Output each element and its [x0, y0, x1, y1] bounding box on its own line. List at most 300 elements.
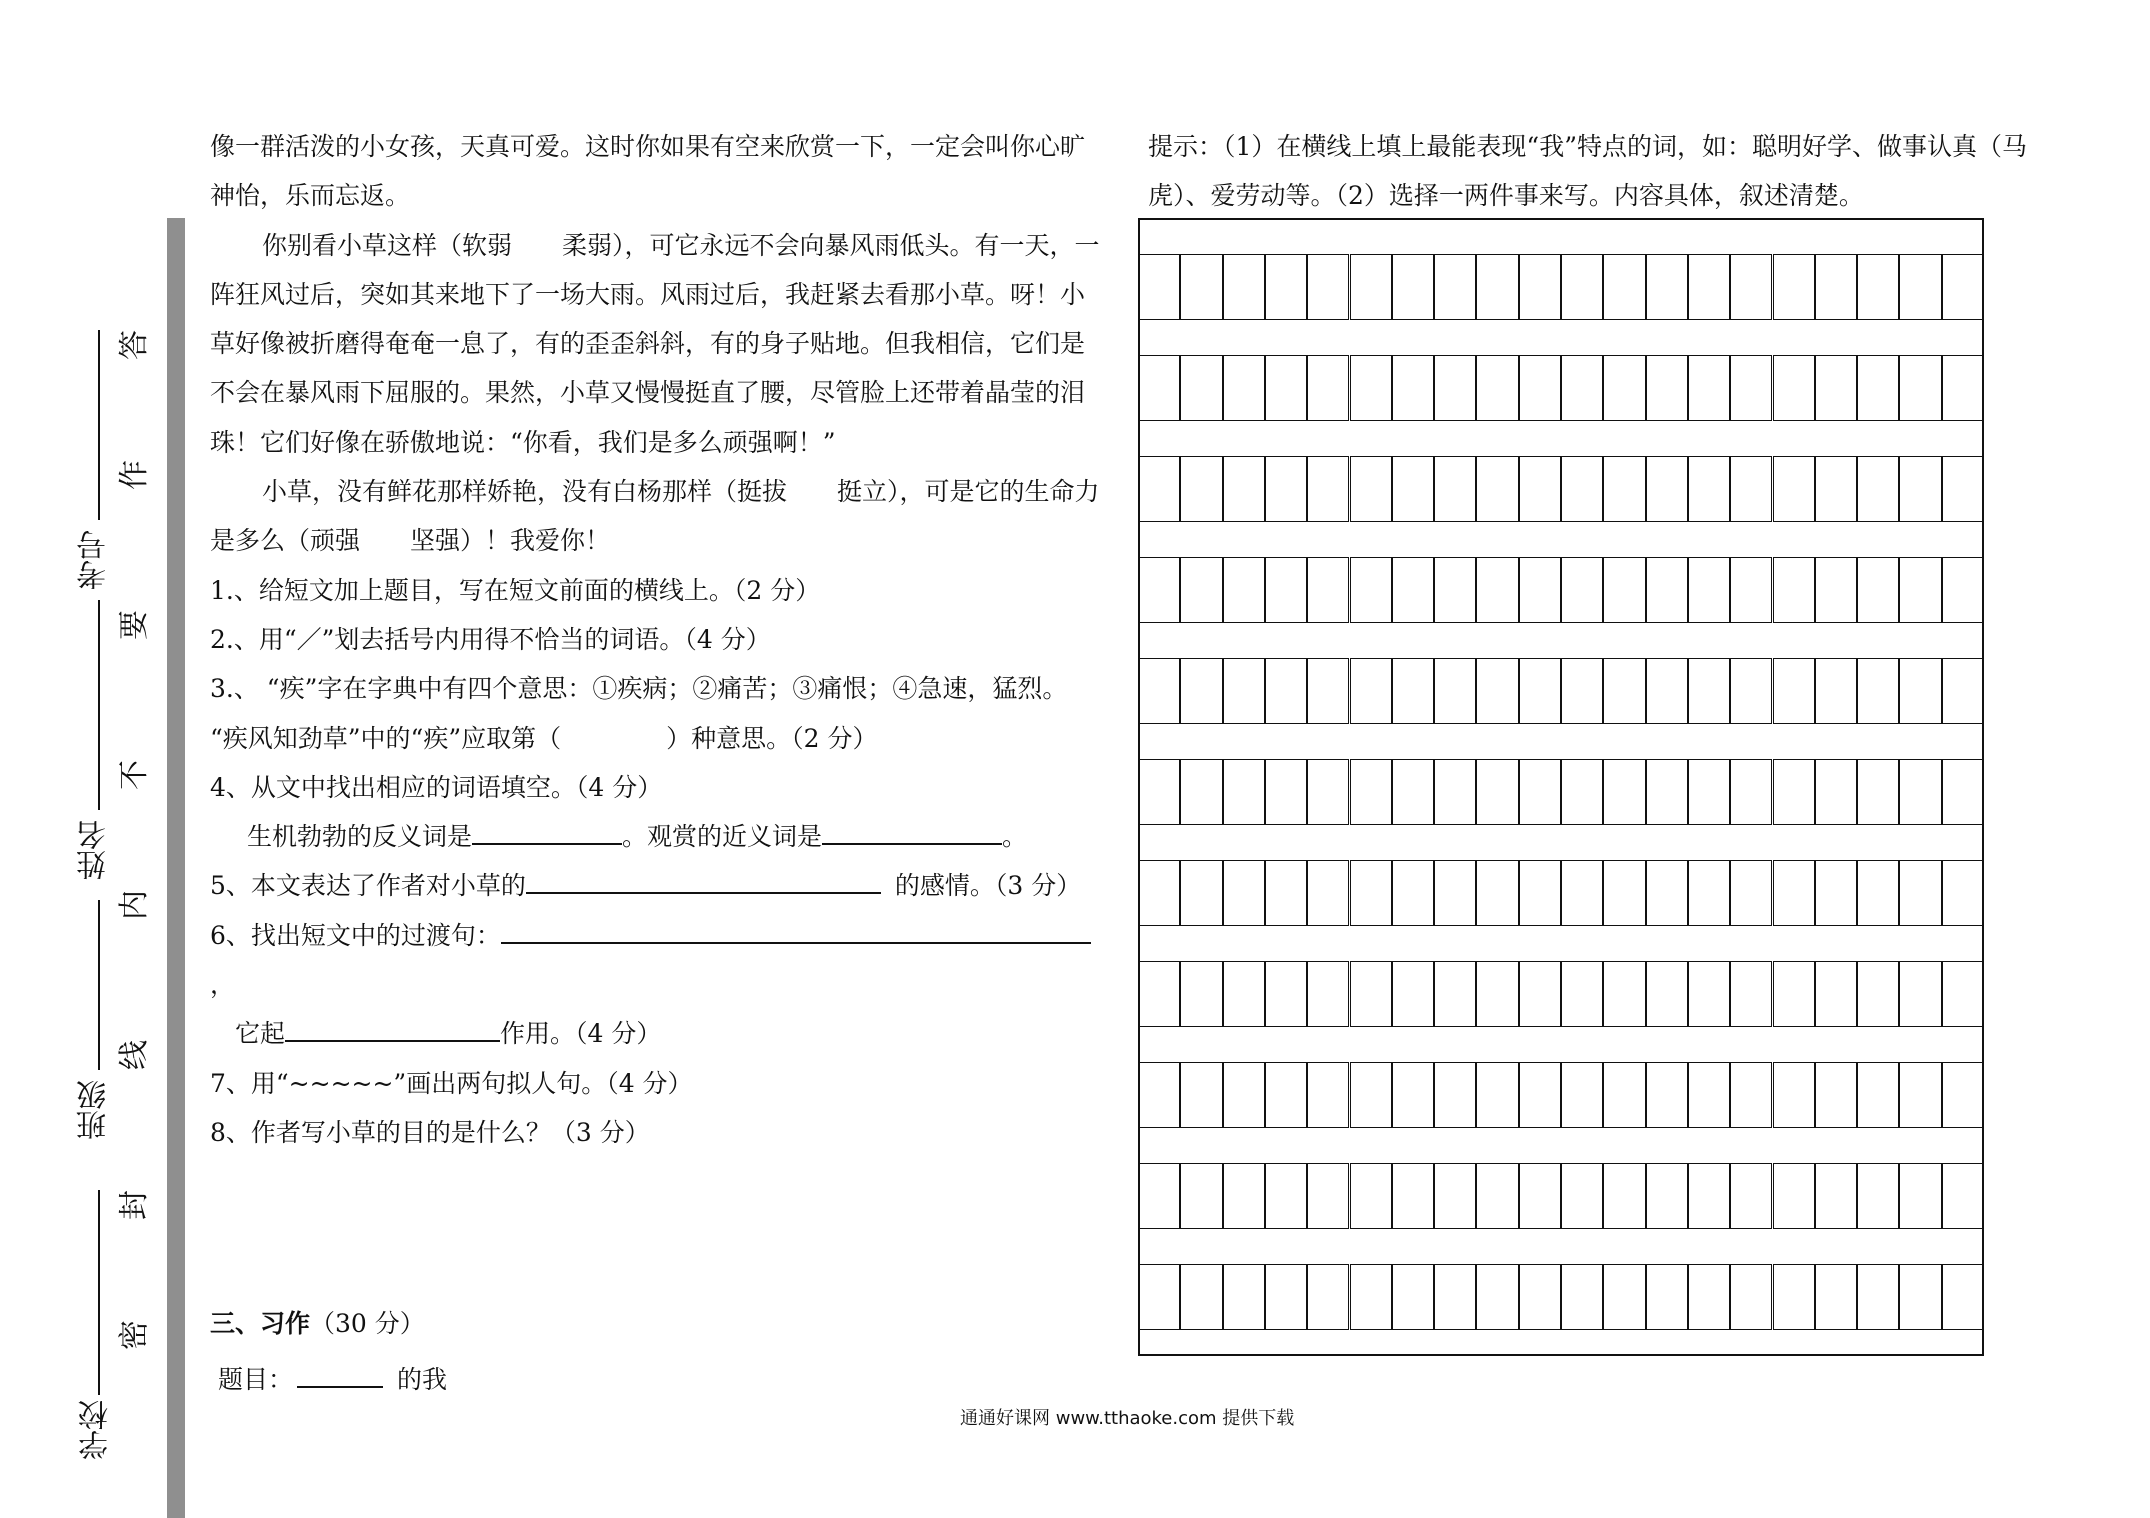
grid-cell[interactable] [1307, 1264, 1349, 1330]
grid-cell[interactable] [1476, 1062, 1518, 1128]
grid-cell[interactable] [1942, 860, 1984, 926]
grid-cell[interactable] [1942, 456, 1984, 522]
grid-row [1138, 860, 1984, 926]
grid-cell[interactable] [1265, 1163, 1307, 1229]
grid-cell[interactable] [1519, 1264, 1561, 1330]
grid-cell[interactable] [1265, 860, 1307, 926]
question-3-line2 [210, 714, 1105, 763]
grid-cell[interactable] [1561, 456, 1603, 522]
grid-cell[interactable] [1476, 557, 1518, 623]
passage-line: 像一群活泼的小女孩，天真可爱。这时你如果有空来欣赏一下，一定会叫你心旷 [210, 132, 1086, 161]
grid-cell[interactable] [1223, 254, 1265, 320]
grid-cell[interactable] [1223, 961, 1265, 1027]
seal-char: 封 [117, 1190, 152, 1220]
grid-cell[interactable] [1942, 355, 1984, 421]
grid-cell[interactable] [1857, 1062, 1899, 1128]
grid-cell[interactable] [1603, 355, 1645, 421]
grid-cell[interactable] [1773, 557, 1815, 623]
composition-hints [1148, 122, 2048, 221]
grid-cell[interactable] [1392, 759, 1434, 825]
q6-text-b: ， [210, 970, 236, 1000]
grid-cell[interactable] [1603, 557, 1645, 623]
grid-cell[interactable] [1392, 456, 1434, 522]
grid-cell[interactable] [1350, 860, 1392, 926]
passage-line: 不会在暴风雨下屈服的。果然，小草又慢慢挺直了腰，尽管脸上还带着晶莹的泪 [210, 378, 1086, 408]
grid-cell[interactable] [1138, 658, 1180, 724]
seal-char: 密 [117, 1320, 152, 1350]
grid-cell[interactable] [1350, 456, 1392, 522]
grid-cell[interactable] [1519, 355, 1561, 421]
grid-cell[interactable] [1730, 961, 1772, 1027]
grid-cell[interactable] [1646, 860, 1688, 926]
q6-text-a: 6、找出短文中的过渡句： [210, 920, 501, 950]
grid-cell[interactable] [1138, 355, 1180, 421]
grid-cell[interactable] [1688, 961, 1730, 1027]
footer-credit: 通通好课网 www.tthaoke.com 提供下载 [960, 1408, 1295, 1429]
grid-cell[interactable] [1223, 860, 1265, 926]
grid-row [1138, 759, 1984, 825]
question-8: 8、作者写小草的目的是什么？（3 分） [210, 1117, 650, 1147]
class-field-line [98, 900, 100, 1070]
grid-row [1138, 456, 1984, 522]
grid-cell[interactable] [1815, 557, 1857, 623]
grid-cell[interactable] [1730, 860, 1772, 926]
grid-cell[interactable] [1688, 860, 1730, 926]
grid-cell[interactable] [1307, 254, 1349, 320]
grid-cell[interactable] [1223, 1264, 1265, 1330]
grid-cell[interactable] [1307, 860, 1349, 926]
grid-cell[interactable] [1899, 1163, 1941, 1229]
grid-cell[interactable] [1180, 1264, 1222, 1330]
q6-sub-text-a: 它起 [235, 1019, 286, 1049]
grid-cell[interactable] [1519, 658, 1561, 724]
grid-cell[interactable] [1730, 1264, 1772, 1330]
grid-cell[interactable] [1223, 1062, 1265, 1128]
grid-cell[interactable] [1476, 759, 1518, 825]
grid-cell[interactable] [1265, 456, 1307, 522]
topic-label: 题目： [218, 1365, 294, 1394]
grid-cell[interactable] [1857, 759, 1899, 825]
grid-cell[interactable] [1730, 759, 1772, 825]
grid-cell[interactable] [1519, 1163, 1561, 1229]
grid-cell[interactable] [1857, 1163, 1899, 1229]
grid-cell[interactable] [1899, 860, 1941, 926]
writing-grid[interactable] [1138, 218, 1984, 1356]
grid-cell[interactable] [1265, 1062, 1307, 1128]
grid-cell[interactable] [1942, 658, 1984, 724]
grid-cell[interactable] [1773, 355, 1815, 421]
grid-row [1138, 658, 1984, 724]
grid-cell[interactable] [1646, 759, 1688, 825]
grid-cell[interactable] [1180, 860, 1222, 926]
grid-cell[interactable] [1899, 759, 1941, 825]
school-label [79, 1400, 114, 1460]
grid-cell[interactable] [1476, 860, 1518, 926]
grid-cell[interactable] [1603, 1163, 1645, 1229]
grid-cell[interactable] [1730, 557, 1772, 623]
number-field-line [98, 330, 100, 520]
grid-cell[interactable] [1350, 658, 1392, 724]
grid-cell[interactable] [1138, 254, 1180, 320]
class-label-text: 班级 [77, 1080, 112, 1140]
passage-line: 阵狂风过后，突如其来地下了一场大雨。风雨过后，我赶紧去看那小草。呀！小 [210, 279, 1086, 309]
grid-cell[interactable] [1350, 355, 1392, 421]
grid-cell[interactable] [1773, 254, 1815, 320]
grid-cell[interactable] [1942, 1264, 1984, 1330]
grid-cell[interactable] [1434, 254, 1476, 320]
grid-cell[interactable] [1392, 860, 1434, 926]
grid-cell[interactable] [1350, 1062, 1392, 1128]
composition-title: 三、习作 [210, 1309, 311, 1338]
grid-cell[interactable] [1434, 355, 1476, 421]
composition-score: （30 分） [310, 1309, 425, 1338]
grid-cell[interactable] [1646, 254, 1688, 320]
grid-cell[interactable] [1476, 1163, 1518, 1229]
grid-cell[interactable] [1815, 254, 1857, 320]
grid-cell[interactable] [1857, 355, 1899, 421]
grid-cell[interactable] [1561, 759, 1603, 825]
grid-cell[interactable] [1773, 456, 1815, 522]
grid-cell[interactable] [1223, 456, 1265, 522]
q3-text-a: “疾风知劲草”中的“疾”应取第（ [210, 723, 562, 753]
passage-line: 是多么（顽强 坚强）！我爱你！ [210, 526, 611, 556]
grid-cell[interactable] [1476, 961, 1518, 1027]
topic-blank[interactable] [297, 1360, 383, 1388]
grid-cell[interactable] [1942, 254, 1984, 320]
seal-char: 内 [117, 890, 152, 920]
grid-cell[interactable] [1646, 355, 1688, 421]
grid-cell[interactable] [1180, 254, 1222, 320]
grid-cell[interactable] [1942, 961, 1984, 1027]
grid-cell[interactable] [1561, 254, 1603, 320]
grid-cell[interactable] [1138, 961, 1180, 1027]
question-6-sub [210, 1009, 1105, 1058]
grid-cell[interactable] [1138, 759, 1180, 825]
grid-cell[interactable] [1646, 456, 1688, 522]
grid-cell[interactable] [1561, 1163, 1603, 1229]
seal-char: 不 [117, 760, 152, 790]
question-7: 7、用“~~~~~”画出两句拟人句。（4 分） [210, 1068, 693, 1098]
class-label [77, 1080, 112, 1140]
grid-cell[interactable] [1307, 1062, 1349, 1128]
grid-cell[interactable] [1223, 1163, 1265, 1229]
grid-cell[interactable] [1603, 860, 1645, 926]
grid-cell[interactable] [1815, 1062, 1857, 1128]
grid-cell[interactable] [1815, 456, 1857, 522]
grid-cell[interactable] [1646, 658, 1688, 724]
grid-cell[interactable] [1857, 860, 1899, 926]
q5-text-b: 的感情。（3 分） [894, 871, 1082, 901]
grid-cell[interactable] [1519, 557, 1561, 623]
grid-cell[interactable] [1899, 557, 1941, 623]
grid-row [1138, 557, 1984, 623]
hint-line: 虎）、爱劳动等。（2）选择一两件事来写。内容具体，叙述清楚。 [1148, 181, 1864, 211]
grid-cell[interactable] [1942, 1163, 1984, 1229]
grid-cell[interactable] [1688, 355, 1730, 421]
q4-text-b: 。观赏的近义词是 [622, 822, 823, 852]
seal-char: 要 [117, 610, 152, 640]
grid-cell[interactable] [1899, 1264, 1941, 1330]
grid-cell[interactable] [1899, 355, 1941, 421]
grid-cell[interactable] [1857, 961, 1899, 1027]
grid-cell[interactable] [1392, 1264, 1434, 1330]
grid-cell[interactable] [1138, 1062, 1180, 1128]
grid-cell[interactable] [1265, 1264, 1307, 1330]
grid-cell[interactable] [1476, 254, 1518, 320]
grid-cell[interactable] [1476, 1264, 1518, 1330]
composition-topic [218, 1360, 447, 1396]
grid-cell[interactable] [1773, 658, 1815, 724]
grid-cell[interactable] [1603, 759, 1645, 825]
grid-cell[interactable] [1773, 1264, 1815, 1330]
topic-suffix: 的我 [397, 1365, 448, 1394]
grid-cell[interactable] [1307, 658, 1349, 724]
passage-line: 神怡，乐而忘返。 [210, 181, 411, 211]
grid-cell[interactable] [1434, 658, 1476, 724]
binding-margin-bar [167, 218, 185, 1518]
grid-cell[interactable] [1730, 1163, 1772, 1229]
grid-cell[interactable] [1180, 759, 1222, 825]
q5-blank[interactable] [526, 866, 881, 894]
grid-row [1138, 1264, 1984, 1330]
grid-cell[interactable] [1476, 355, 1518, 421]
grid-cell[interactable] [1307, 1163, 1349, 1229]
grid-cell[interactable] [1476, 658, 1518, 724]
grid-cell[interactable] [1730, 355, 1772, 421]
question-4: 4、从文中找出相应的词语填空。（4 分） [210, 772, 663, 802]
grid-cell[interactable] [1646, 1163, 1688, 1229]
grid-cell[interactable] [1688, 658, 1730, 724]
grid-cell[interactable] [1223, 759, 1265, 825]
grid-cell[interactable] [1434, 759, 1476, 825]
name-label-text: 姓名 [77, 820, 112, 880]
q3-text-b: ）种意思。（2 分） [666, 723, 878, 753]
name-label [77, 820, 112, 880]
question-6 [210, 911, 1105, 1010]
grid-cell[interactable] [1646, 1264, 1688, 1330]
q6-sub-text-b: 作用。（4 分） [500, 1019, 662, 1049]
grid-cell[interactable] [1138, 860, 1180, 926]
grid-cell[interactable] [1942, 759, 1984, 825]
grid-cell[interactable] [1307, 759, 1349, 825]
grid-cell[interactable] [1350, 759, 1392, 825]
q5-text-a: 5、本文表达了作者对小草的 [210, 871, 526, 901]
grid-cell[interactable] [1815, 759, 1857, 825]
grid-cell[interactable] [1561, 557, 1603, 623]
grid-cell[interactable] [1730, 1062, 1772, 1128]
q4-text-a: 生机勃勃的反义词是 [247, 822, 473, 852]
grid-cell[interactable] [1561, 1264, 1603, 1330]
grid-cell[interactable] [1434, 1062, 1476, 1128]
q4-antonym-blank[interactable] [472, 817, 622, 845]
q6-blank[interactable] [501, 916, 1091, 944]
seal-char: 线 [117, 1040, 152, 1070]
grid-cell[interactable] [1180, 1163, 1222, 1229]
grid-cell[interactable] [1942, 557, 1984, 623]
grid-cell[interactable] [1899, 961, 1941, 1027]
q6-function-blank[interactable] [285, 1014, 500, 1042]
number-label-text: 考号 [77, 530, 112, 590]
grid-cell[interactable] [1138, 1163, 1180, 1229]
grid-cell[interactable] [1815, 860, 1857, 926]
grid-cell[interactable] [1899, 254, 1941, 320]
grid-cell[interactable] [1434, 456, 1476, 522]
grid-cell[interactable] [1773, 1062, 1815, 1128]
grid-cell[interactable] [1942, 1062, 1984, 1128]
grid-cell[interactable] [1561, 860, 1603, 926]
grid-cell[interactable] [1603, 456, 1645, 522]
grid-cell[interactable] [1138, 557, 1180, 623]
grid-cell[interactable] [1180, 557, 1222, 623]
grid-cell[interactable] [1561, 355, 1603, 421]
grid-row [1138, 961, 1984, 1027]
hint-line: 提示：（1）在横线上填上最能表现“我”特点的词，如：聪明好学、做事认真（马 [1148, 132, 2027, 161]
grid-cell[interactable] [1434, 557, 1476, 623]
grid-cell[interactable] [1307, 557, 1349, 623]
grid-cell[interactable] [1603, 658, 1645, 724]
grid-cell[interactable] [1603, 1264, 1645, 1330]
grid-cell[interactable] [1180, 1062, 1222, 1128]
grid-cell[interactable] [1434, 1163, 1476, 1229]
grid-cell[interactable] [1350, 1264, 1392, 1330]
grid-cell[interactable] [1519, 1062, 1561, 1128]
grid-cell[interactable] [1773, 860, 1815, 926]
grid-cell[interactable] [1857, 658, 1899, 724]
grid-cell[interactable] [1307, 456, 1349, 522]
grid-cell[interactable] [1815, 1264, 1857, 1330]
question-4-sub [210, 812, 1105, 861]
grid-cell[interactable] [1603, 1062, 1645, 1128]
grid-cell[interactable] [1815, 1163, 1857, 1229]
grid-cell[interactable] [1392, 254, 1434, 320]
passage-line: 草好像被折磨得奄奄一息了，有的歪歪斜斜，有的身子贴地。但我相信，它们是 [210, 329, 1086, 359]
grid-cell[interactable] [1392, 355, 1434, 421]
number-label [77, 530, 112, 590]
grid-cell[interactable] [1265, 254, 1307, 320]
grid-cell[interactable] [1350, 961, 1392, 1027]
grid-cell[interactable] [1857, 1264, 1899, 1330]
grid-cell[interactable] [1180, 355, 1222, 421]
grid-cell[interactable] [1857, 254, 1899, 320]
grid-cell[interactable] [1561, 961, 1603, 1027]
grid-cell[interactable] [1350, 254, 1392, 320]
grid-cell[interactable] [1688, 254, 1730, 320]
grid-cell[interactable] [1519, 254, 1561, 320]
reading-section [210, 122, 1105, 1157]
composition-heading [210, 1308, 425, 1340]
grid-cell[interactable] [1392, 557, 1434, 623]
grid-cell[interactable] [1899, 1062, 1941, 1128]
q4-text-c: 。 [1002, 822, 1028, 852]
grid-cell[interactable] [1730, 456, 1772, 522]
grid-cell[interactable] [1857, 456, 1899, 522]
grid-cell[interactable] [1899, 456, 1941, 522]
grid-cell[interactable] [1180, 961, 1222, 1027]
grid-cell[interactable] [1688, 1062, 1730, 1128]
grid-cell[interactable] [1730, 658, 1772, 724]
grid-cell[interactable] [1688, 759, 1730, 825]
grid-cell[interactable] [1223, 355, 1265, 421]
grid-cell[interactable] [1392, 961, 1434, 1027]
passage-line: 你别看小草这样（软弱 柔弱），可它永远不会向暴风雨低头。有一天，一 [262, 230, 1100, 260]
grid-cell[interactable] [1773, 961, 1815, 1027]
grid-cell[interactable] [1307, 355, 1349, 421]
grid-cell[interactable] [1773, 759, 1815, 825]
grid-cell[interactable] [1180, 456, 1222, 522]
grid-cell[interactable] [1223, 557, 1265, 623]
grid-cell[interactable] [1392, 658, 1434, 724]
grid-cell[interactable] [1646, 1062, 1688, 1128]
grid-cell[interactable] [1519, 456, 1561, 522]
name-field-line [98, 600, 100, 810]
grid-cell[interactable] [1688, 1163, 1730, 1229]
grid-cell[interactable] [1561, 1062, 1603, 1128]
grid-cell[interactable] [1773, 1163, 1815, 1229]
grid-cell[interactable] [1434, 860, 1476, 926]
school-label-text: 学校 [79, 1400, 114, 1460]
q4-synonym-blank[interactable] [822, 817, 1002, 845]
grid-cell[interactable] [1646, 557, 1688, 623]
passage-line: 小草，没有鲜花那样娇艳，没有白杨那样（挺拔 挺立），可是它的生命力 [262, 477, 1100, 507]
grid-cell[interactable] [1688, 557, 1730, 623]
grid-cell[interactable] [1730, 254, 1772, 320]
grid-cell[interactable] [1519, 860, 1561, 926]
grid-cell[interactable] [1603, 961, 1645, 1027]
grid-cell[interactable] [1434, 961, 1476, 1027]
grid-row [1138, 1163, 1984, 1229]
grid-cell[interactable] [1265, 961, 1307, 1027]
grid-cell[interactable] [1561, 658, 1603, 724]
grid-cell[interactable] [1223, 658, 1265, 724]
grid-cell[interactable] [1815, 658, 1857, 724]
grid-cell[interactable] [1857, 557, 1899, 623]
school-field-line [98, 1190, 100, 1395]
grid-cell[interactable] [1392, 1062, 1434, 1128]
question-3: 3.、 “疾”字在字典中有四个意思：①疾病；②痛苦；③痛恨；④急速，猛烈。 [210, 674, 1068, 704]
grid-cell[interactable] [1265, 355, 1307, 421]
question-5 [210, 861, 1105, 910]
grid-cell[interactable] [1815, 961, 1857, 1027]
grid-cell[interactable] [1899, 658, 1941, 724]
grid-cell[interactable] [1519, 961, 1561, 1027]
grid-cell[interactable] [1434, 1264, 1476, 1330]
grid-cell[interactable] [1392, 1163, 1434, 1229]
grid-cell[interactable] [1646, 961, 1688, 1027]
grid-cell[interactable] [1350, 557, 1392, 623]
question-2: 2.、用“／”划去括号内用得不恰当的词语。（4 分） [210, 624, 771, 654]
grid-cell[interactable] [1519, 759, 1561, 825]
grid-cell[interactable] [1265, 658, 1307, 724]
seal-char: 作 [117, 460, 152, 490]
grid-cell[interactable] [1350, 1163, 1392, 1229]
grid-cell[interactable] [1138, 1264, 1180, 1330]
grid-cell[interactable] [1180, 658, 1222, 724]
grid-cell[interactable] [1603, 254, 1645, 320]
grid-cell[interactable] [1138, 456, 1180, 522]
passage-line: 珠！它们好像在骄傲地说：“你看，我们是多么顽强啊！” [210, 427, 836, 457]
seal-char: 答 [117, 330, 152, 360]
grid-cell[interactable] [1688, 456, 1730, 522]
question-1: 1.、给短文加上题目，写在短文前面的横线上。（2 分） [210, 575, 821, 605]
grid-row [1138, 254, 1984, 320]
grid-cell[interactable] [1265, 557, 1307, 623]
grid-cell[interactable] [1688, 1264, 1730, 1330]
grid-cell[interactable] [1815, 355, 1857, 421]
grid-cell[interactable] [1307, 961, 1349, 1027]
grid-cell[interactable] [1265, 759, 1307, 825]
grid-cell[interactable] [1476, 456, 1518, 522]
grid-row [1138, 355, 1984, 421]
